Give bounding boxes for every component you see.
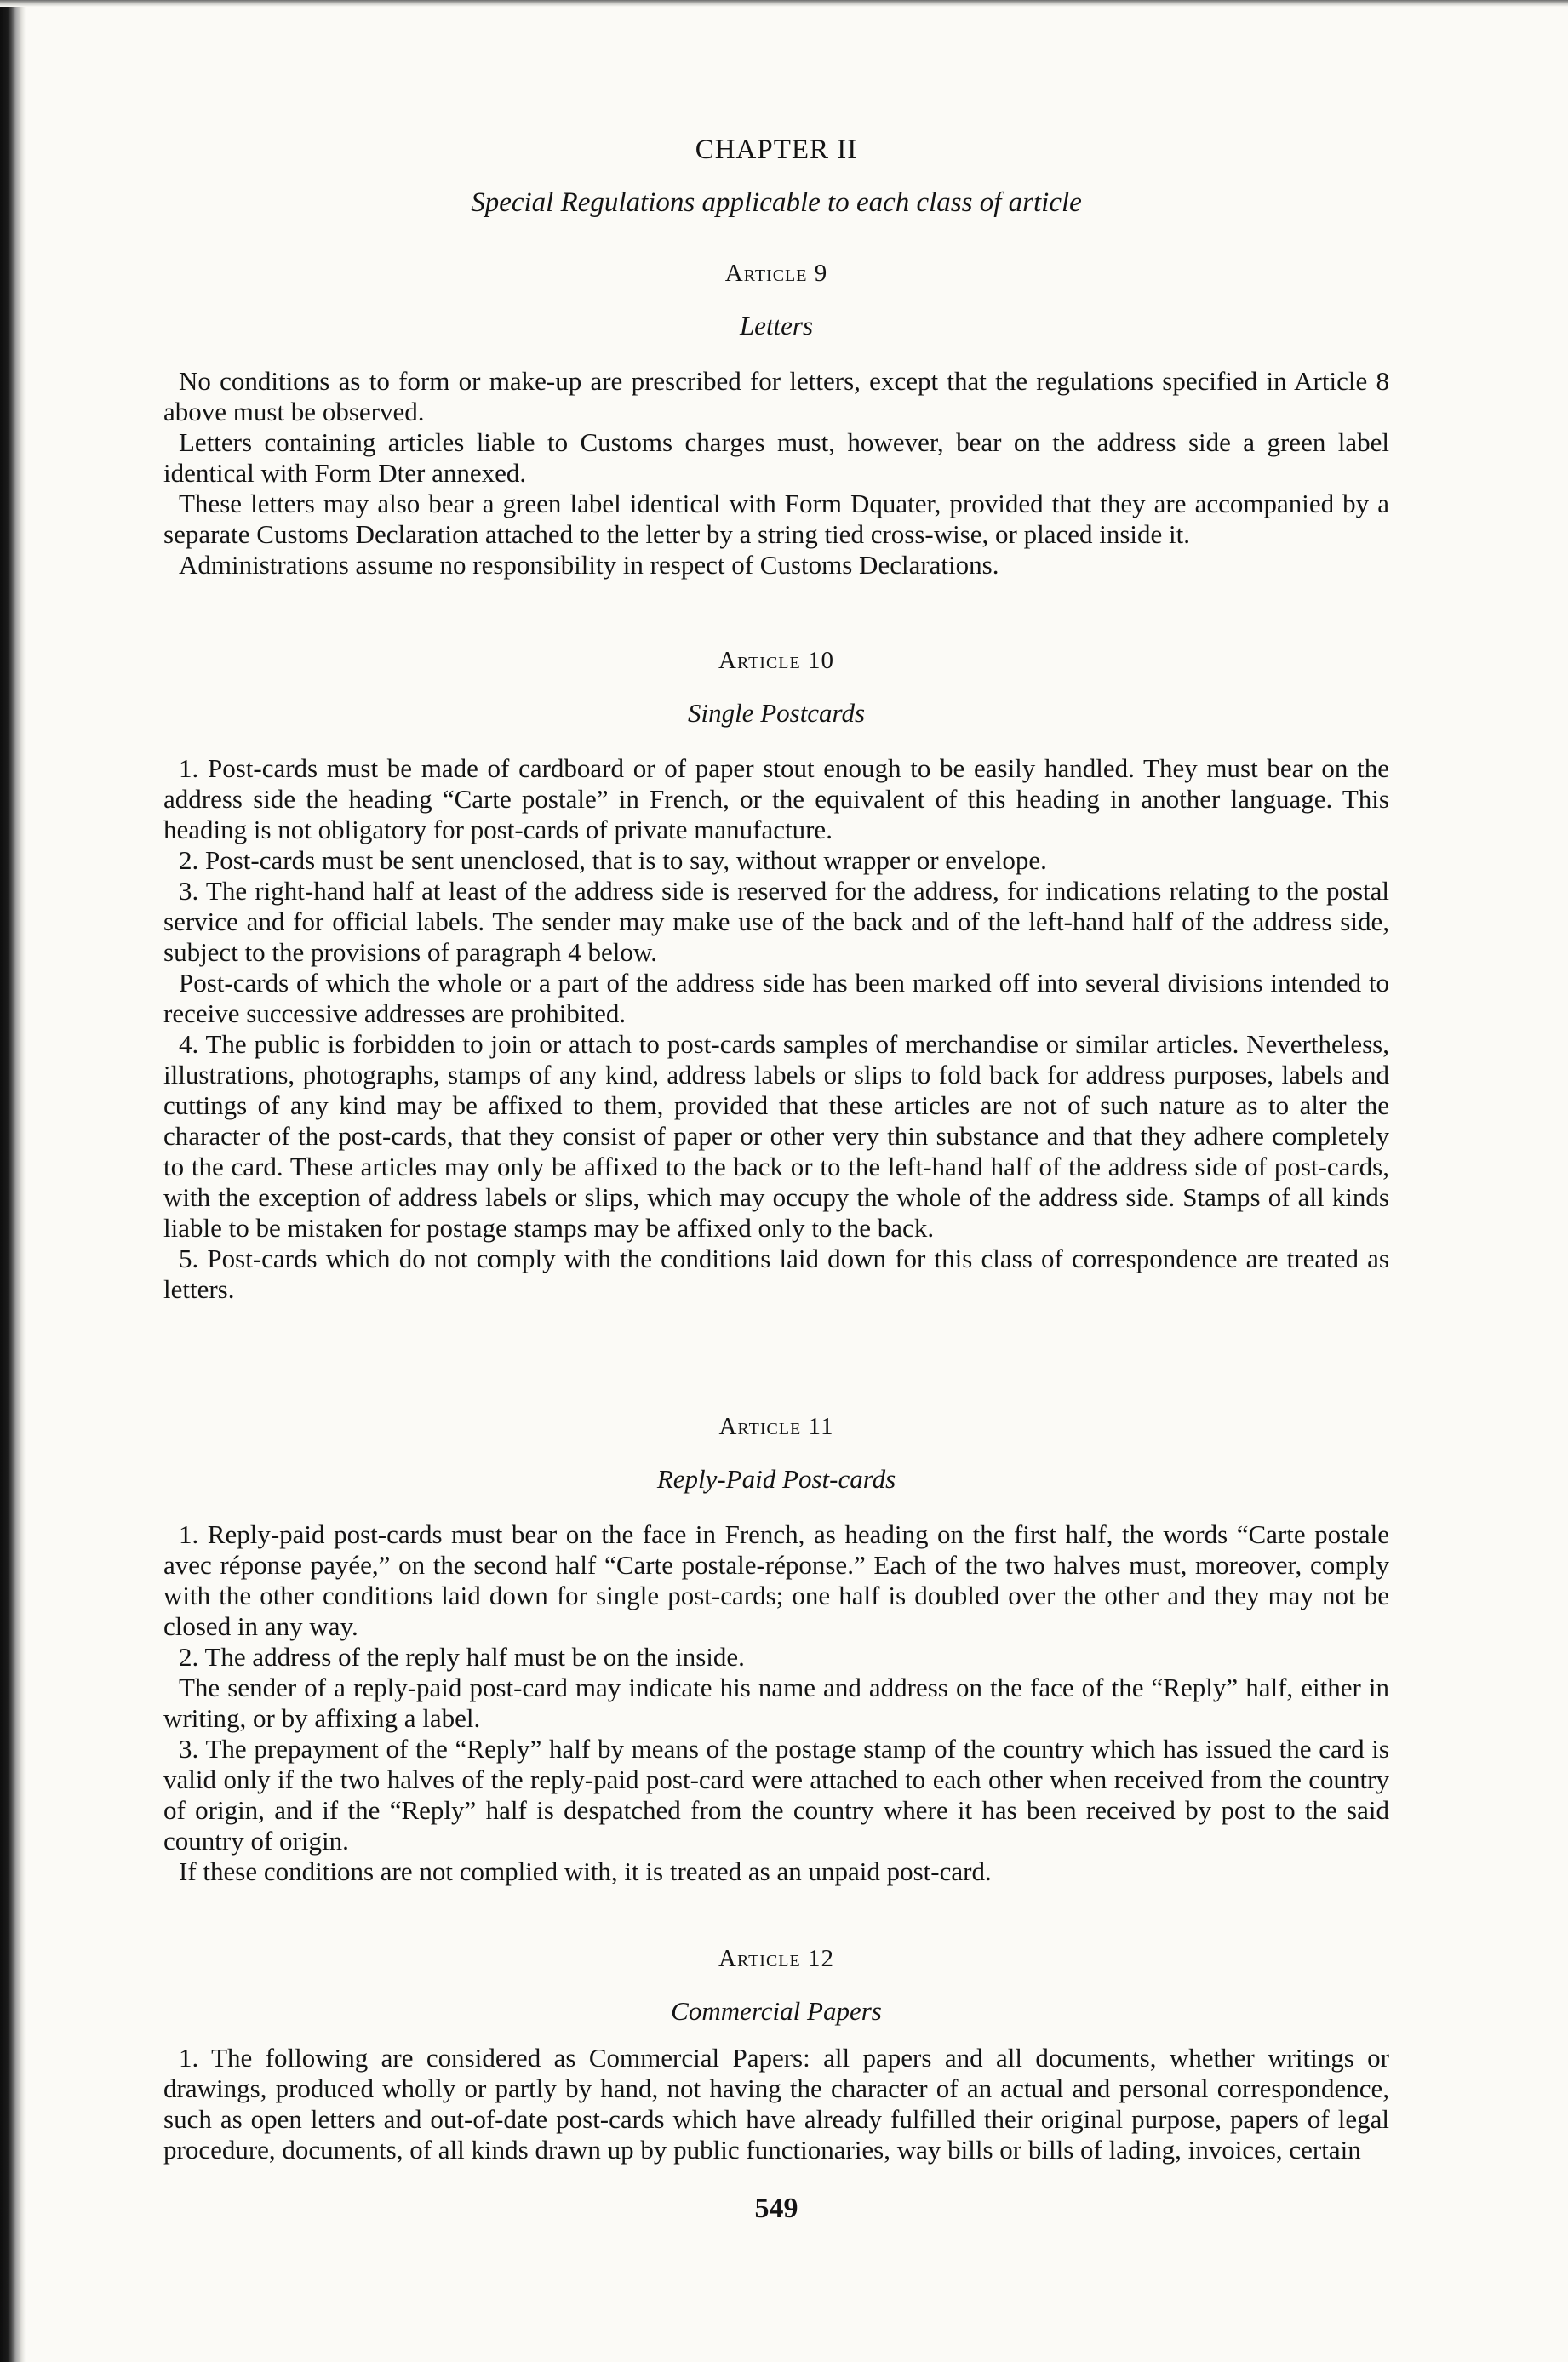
paragraph: These letters may also bear a green label identical with Form Dquater, provided that they are accompanied by a separate Customs Declaration attached to the letter by a string tied cross-wise, or placed inside it. xyxy=(163,489,1389,549)
paragraph: 3. The prepayment of the “Reply” half by means of the postage stamp of the country which has issued the card is valid only if the two halves of the reply-paid post-card were attached to each other when received from the country of origin, and if the “Reply” half is despatched from the country where it has been received by post to the said country of origin. xyxy=(163,1734,1389,1856)
paragraph: 5. Post-cards which do not comply with the conditions laid down for this class of correspondence are treated as letters. xyxy=(163,1244,1389,1304)
paragraph: The sender of a reply-paid post-card may indicate his name and address on the face of the “Reply” half, either in writing, or by affixing a label. xyxy=(163,1673,1389,1733)
article-10-heading: Article 10 xyxy=(718,647,834,674)
article-10-title: Single Postcards xyxy=(687,698,866,728)
paragraph: 3. The right-hand half at least of the address side is reserved for the address, for indications relating to the postal service and for official labels. The sender may make use of the back and of the left-hand half of the address side, subject to the provisions of paragraph 4 below. xyxy=(163,876,1389,967)
article-9-heading: Article 9 xyxy=(724,260,828,287)
paragraph: Post-cards of which the whole or a part of the address side has been marked off into several divisions intended to receive successive addresses are prohibited. xyxy=(163,968,1389,1028)
paragraph: Letters containing articles liable to Customs charges must, however, bear on the address side a green label identical with Form Dter annexed. xyxy=(163,427,1389,488)
paragraph: 2. Post-cards must be sent unenclosed, that is to say, without wrapper or envelope. xyxy=(179,845,1047,875)
chapter-heading: CHAPTER II xyxy=(695,134,858,165)
article-10-body xyxy=(163,753,1389,1305)
paragraph: Administrations assume no responsibility in respect of Customs Declarations. xyxy=(179,550,999,580)
article-11-heading: Article 11 xyxy=(718,1413,834,1440)
article-11-title: Reply-Paid Post-cards xyxy=(656,1464,896,1494)
scan-binding-edge xyxy=(0,0,26,2362)
paragraph: No conditions as to form or make-up are prescribed for letters, except that the regulations specified in Article 8 above must be observed. xyxy=(163,366,1389,426)
article-12-heading: Article 12 xyxy=(718,1945,834,1972)
paragraph: 2. The address of the reply half must be on the inside. xyxy=(179,1642,745,1672)
article-12-title: Commercial Papers xyxy=(671,1996,882,2026)
paragraph: 4. The public is forbidden to join or attach to post-cards samples of merchandise or similar articles. Nevertheless, illustrations, photographs, stamps of any kind, address labels or slips to fold back for address purposes, labels and cuttings of any kind may be affixed to them, provided that these articles are not of such nature as to alter the character of the post-cards, that they consist of paper or other very thin substance and that they adhere completely to the card. These articles may only be affixed to the back or to the left-hand half of the address side of post-cards, with the exception of address labels or slips, which may occupy the whole of the address side. Stamps of all kinds liable to be mistaken for postage stamps may be affixed only to the back. xyxy=(163,1029,1389,1243)
article-11-body xyxy=(163,1519,1389,1887)
article-9-body xyxy=(163,366,1389,580)
article-9-title: Letters xyxy=(739,311,814,340)
paragraph: 1. Reply-paid post-cards must bear on the face in French, as heading on the first half, the words “Carte postale avec réponse payée,” on the second half “Carte postale-réponse.” Each of the two halves must, moreover, comply with the other conditions laid down for single post-cards; one half is doubled over the other and they may not be closed in any way. xyxy=(163,1519,1389,1641)
document-page xyxy=(163,0,1389,2362)
paragraph: If these conditions are not complied with, it is treated as an unpaid post-card. xyxy=(179,1856,992,1886)
chapter-subtitle: Special Regulations applicable to each class of article xyxy=(471,187,1082,218)
page-number: 549 xyxy=(754,2193,798,2224)
paragraph: 1. The following are considered as Commercial Papers: all papers and all documents, whether writings or drawings, produced wholly or partly by hand, not having the character of an actual and personal correspondence, such as open letters and out-of-date post-cards which have already fulfilled their original purpose, papers of legal procedure, documents, of all kinds drawn up by public functionaries, way bills or bills of lading, invoices, certain xyxy=(163,2043,1389,2165)
paragraph: 1. Post-cards must be made of cardboard or of paper stout enough to be easily handled. They must bear on the address side the heading “Carte postale” in French, or the equivalent of this heading in another language. This heading is not obligatory for post-cards of private manufacture. xyxy=(163,753,1389,844)
article-12-body xyxy=(163,2043,1389,2165)
